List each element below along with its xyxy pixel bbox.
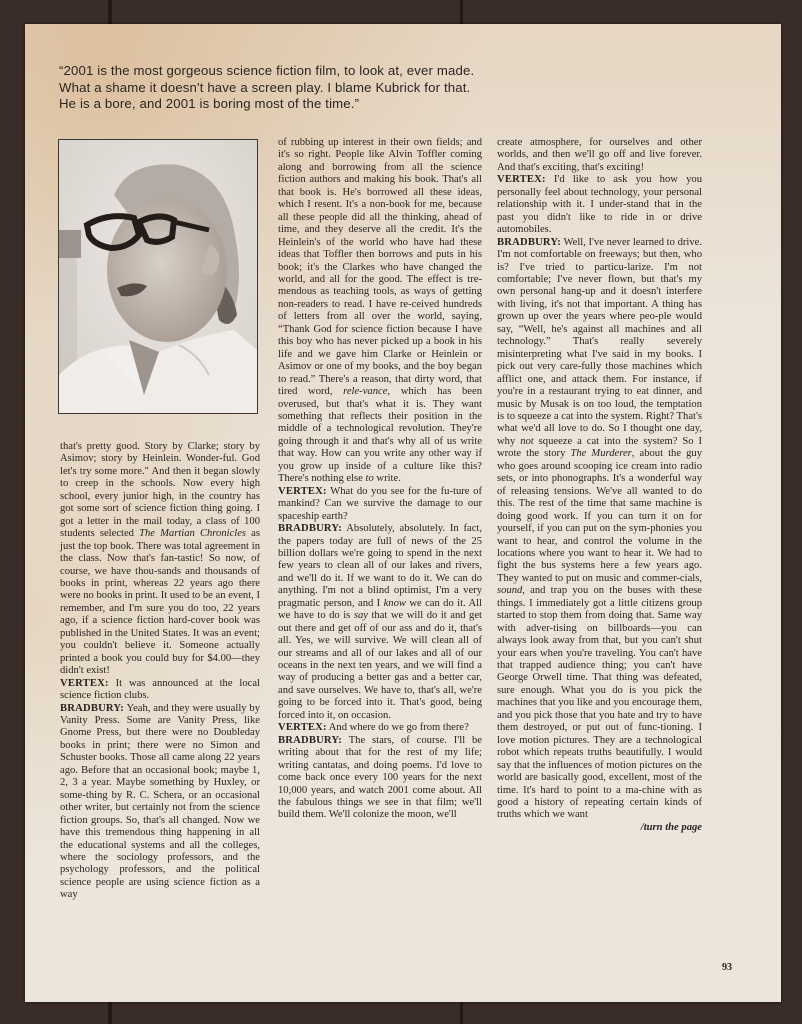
book-title: The Martian Chronicles — [139, 528, 247, 540]
page-number: 93 — [722, 962, 732, 973]
speaker-label: VERTEX: — [497, 174, 546, 186]
speaker-label: VERTEX: — [278, 485, 327, 497]
portrait-illustration — [59, 140, 257, 413]
article-column-2 — [278, 137, 482, 822]
paragraph: of rubbing up interest in their own fields; and it's so right. People like Alvin Toffler coming along and borrowing from all the science fiction authors and making his book. That's all that book is. He's borrowed all these ideas, which I resent. It's a non-book for me, because all these people did all the thinking, ahead of time, and they deserve all the credit. It's the Heinlein's of the world who have had these ideas that Toffler then borrows and puts in his book; it's the Clarkes who have changed the world, and all for the good. The effect is tre-mendous as teaching tools, as ways of getting non-readers to read. I have re-ceived hundreds of letters from all over the world, saying, “Thank God for science fiction because I have this boy who has never picked up a book in his life and we gave him Clarke or Heinlein or Asimov or one of my books, and the boy began to read.” There's a reason, that dirty word, that tired word, rele-vance, which has been overused, but that's what it is. They want something that reflects their position in the middle of a technological revolution. They're going through it and that's why all of us write that way. How can you write any other way if you grow up inside of a culture like this? There's nothing else to write. — [278, 137, 482, 485]
paragraph: VERTEX: It was announced at the local science fiction clubs. — [60, 677, 260, 702]
speaker-label: BRADBURY: — [497, 236, 562, 248]
article-column-1 — [60, 441, 260, 902]
article-column-3 — [497, 137, 702, 834]
portrait-photo — [58, 139, 258, 414]
paragraph: VERTEX: What do you see for the fu-ture of mankind? Can we survive the damage to our spaceship earth? — [278, 485, 482, 522]
paragraph: that's pretty good. Story by Clarke; story by Asimov; story by Heinlein. Wonder-ful. God let's try some more." And then it began slowly to creep in the schools. Now every high school, every junior high, in the country has got some sort of science fiction thing going. I got a letter in the mail today, a class of 100 students selected The Martian Chronicles as just the top book. There was total agreement in the class. Now that's fan-tastic! So now, of course, we have thou-sands and thousands of books in print, whereas 22 years ago there were no books in print. It used to be an event, I remember, and I'm sure you do too, 22 years ago, if a science fiction hard-cover book was published in the United States. It was an event; you couldn't believe it. Someone actually printed a book you could buy for $4.00—they didn't exist! — [60, 441, 261, 677]
paragraph: BRADBURY: Yeah, and they were usually by Vanity Press. Some are Vanity Press, like Gnome Press, but there were no Doubleday books in print; there were no Simon and Schuster books. Those all came along 22 years ago. Before that an occasional book; maybe 1, 2, 3 a year. Maybe something by Huxley, or some-thing by R. C. Schera, or an occasional other writer, but certainly not from the science fiction groups. So, that's all changed. Now we have this tremendous thing happening in all the educational systems and all the colleges, where the sociology professors, and the psychology professors, and the political science people are using science fiction as a way — [60, 702, 260, 901]
speaker-label: BRADBURY: — [278, 523, 343, 535]
turn-the-page-link[interactable]: /turn the page — [640, 821, 702, 833]
speaker-label: VERTEX: — [278, 722, 327, 734]
paragraph: BRADBURY: Absolutely, absolutely. In fact, the papers today are full of news of the 25 billion dollars we're going to spend in the next few years to clean all of our lakes and rivers, and we'll do it. If we want to do it. We can do anything. I'm not a blind optimist, I'm a very pragmatic person, and I know we can do it. All we have to do is say that we will do it and get out there and get off of our ass and do it, that's all. Yes, we will survive. We will clean all of our streams and all of our lakes and all of our oceans in the next ten years, and we will find a way of producing a better gas and a better car, and save ourselves. We have to, that's all, we're going to be forced into it. That's good, being forced into it, on occasion. — [278, 523, 482, 721]
speaker-label: BRADBURY: — [60, 702, 125, 714]
magazine-page — [25, 24, 781, 1002]
speaker-label: BRADBURY: — [278, 734, 343, 746]
paragraph: BRADBURY: Well, I've never learned to drive. I'm not comfortable on freeways; but then, who is? I've tried to particu-larize. I'm not comfortable; I've never flown, but that's my own personal hang-up and it doesn't interfere with living, it's not that important. A thing has grown up over the years where peo-ple would say, “Well, he's against all machines and all technology.” That's really severely misinterpreting what I've said in my books. I pick out very care-fully those machines which afflict one, and attack them. For instance, if you're in a restaurant trying to eat dinner, and music by Musak is on too loud, the temptation is to squeeze a cat into the system. Right? That's what we'd all love to do. So I thought one day, why not squeeze a cat into the system? So I wrote the story The Murderer, about the guy who goes around scooping ice cream into radio sets, or into phonographs. It's a wonderful way of releasing tensions. We've all wanted to do this. The rest of the time that same machine is doing good work. If you can turn it on for yourself, if you can put on the sym-phonies you want to hear, and control the volume in the locations where you want to hear it. We had to fight the bus systems here a few years ago. They wanted to put on music and commer-cials, sound, and trap you on the buses with these things. I immediately got a little citizens group started to stop them from doing that. Same way with adver-tising on billboards—you can always look away from that, but you can't shut your ears when you're traveling. You can't have that trapped audience thing; you can't have George Orwell time. That thing was defeated, sure enough. What you do is you pick the machines that you like and you encourage them, and you pick those that you hate and try to have them destroyed, or put out of func-tioning. I love motion pictures. They are a technological robot which repeats truths beautifully. I would say that the influences of motion pictures on the world are basically good, excellent, most of the time. It's hard to point to a ma-chine with as good a history of repeating certain kinds of truths which we want — [497, 236, 703, 821]
speaker-label: VERTEX: — [60, 677, 109, 689]
pull-quote: “2001 is the most gorgeous science fiction film, to look at, ever made. What a shame it doesn't have a screen play. I blame Kubrick for that. He is a bore, and 2001 is boring most of the time.” — [59, 63, 475, 112]
paragraph: VERTEX: I'd like to ask you how you personally feel about technology, your personal relationship with it. I under-stand that in the past you didn't like to ride in or drive automobiles. — [497, 174, 702, 236]
paragraph: BRADBURY: The stars, of course. I'll be writing about that for the rest of my life; writing cantatas, and doing poems. I'd love to come back once every 100 years for the next 10,000 years, and watch 2001 come about. All the fabulous things we see in that film; we'll build them. We'll colonize the moon, we'll — [278, 734, 482, 821]
paragraph: create atmosphere, for ourselves and other worlds, and then we'll go off and live forever. And that's exciting, that's exciting! — [497, 137, 702, 173]
paragraph: VERTEX: And where do we go from there? — [278, 722, 469, 734]
